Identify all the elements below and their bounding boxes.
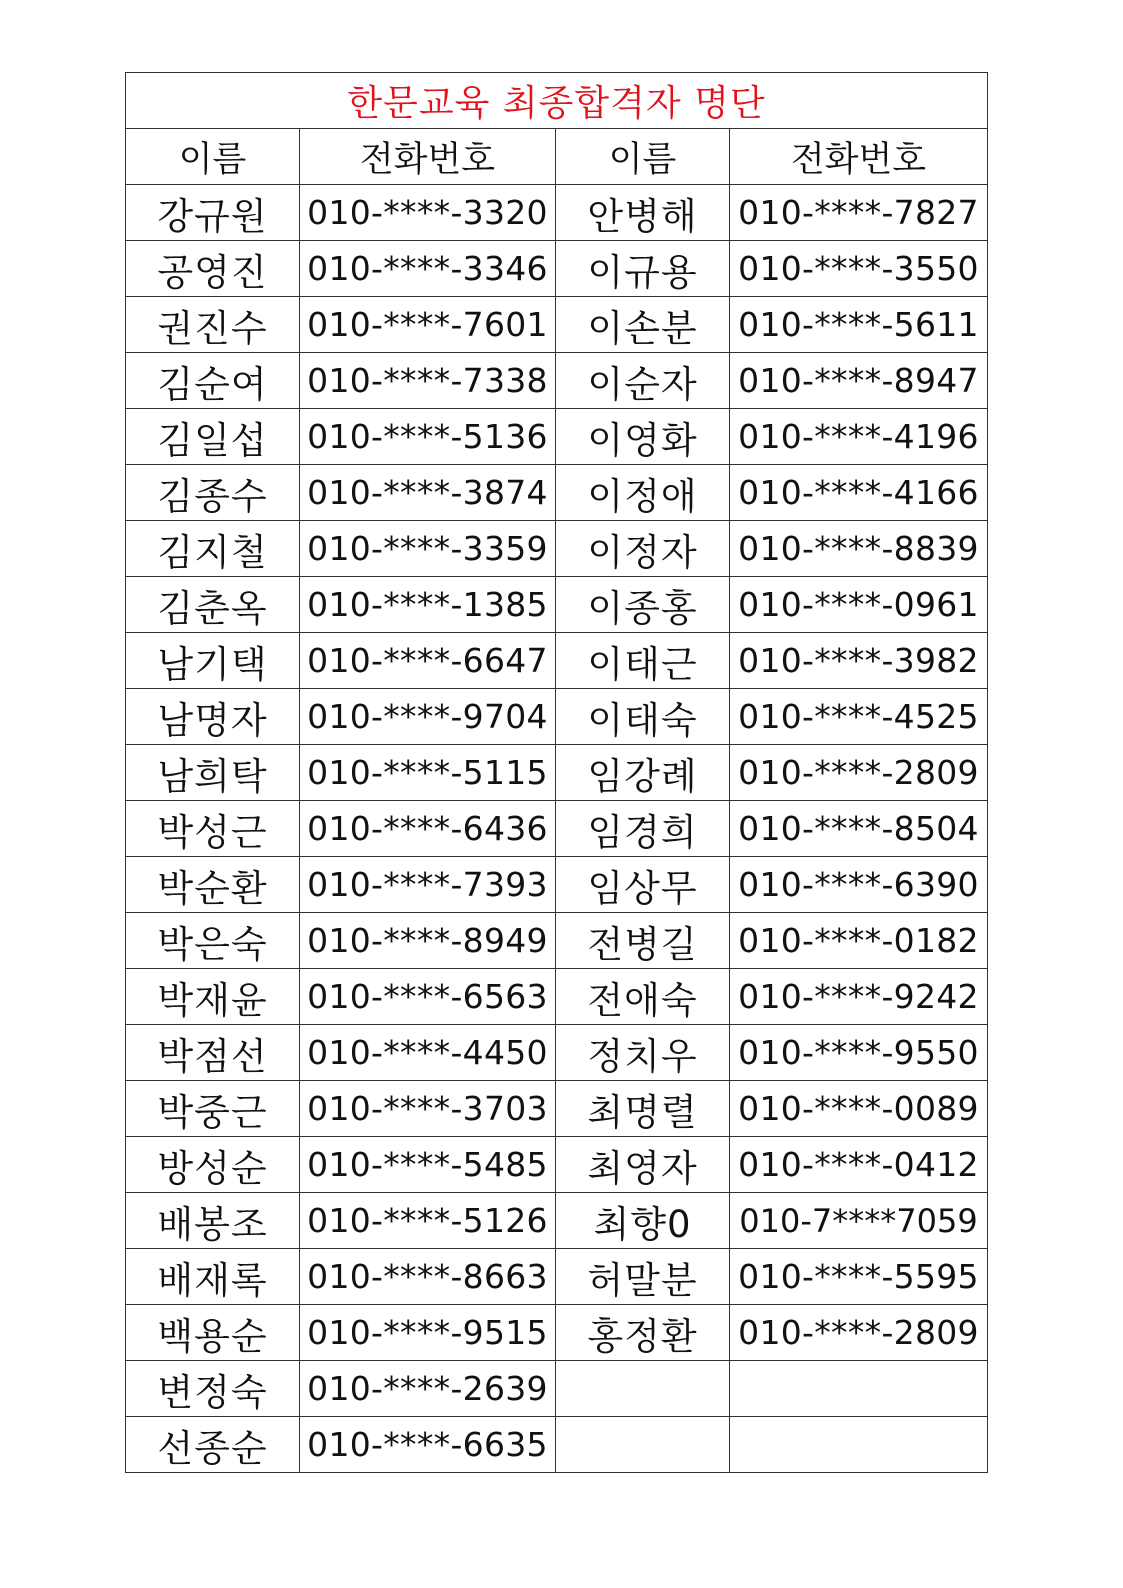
- right-name-cell: 임경희: [556, 801, 730, 857]
- left-name-cell: 남희탁: [126, 745, 300, 801]
- left-phone-cell: 010-****-3703: [300, 1081, 556, 1137]
- table-row: [126, 353, 988, 409]
- right-phone-cell: 010-****-3982: [730, 633, 988, 689]
- right-phone-cell: 010-****-9242: [730, 969, 988, 1025]
- left-name-cell: 권진수: [126, 297, 300, 353]
- table-row: [126, 577, 988, 633]
- right-name-cell: 안병해: [556, 185, 730, 241]
- right-name-cell: 최명렬: [556, 1081, 730, 1137]
- left-phone-cell: 010-****-8663: [300, 1249, 556, 1305]
- right-phone-cell: 010-****-4196: [730, 409, 988, 465]
- right-phone-cell: 010-****-2809: [730, 745, 988, 801]
- right-phone-cell: 010-****-2809: [730, 1305, 988, 1361]
- left-name-cell: 박순환: [126, 857, 300, 913]
- left-name-cell: 박성근: [126, 801, 300, 857]
- table-row: [126, 801, 988, 857]
- table-row: [126, 1025, 988, 1081]
- title-row: [126, 73, 988, 129]
- right-phone-cell: 010-****-0961: [730, 577, 988, 633]
- table-row: [126, 297, 988, 353]
- left-name-cell: 박중근: [126, 1081, 300, 1137]
- right-phone-cell: 010-****-0412: [730, 1137, 988, 1193]
- right-name-cell: 홍정환: [556, 1305, 730, 1361]
- right-name-cell: 최영자: [556, 1137, 730, 1193]
- right-name-cell: 이손분: [556, 297, 730, 353]
- left-name-cell: 남기택: [126, 633, 300, 689]
- table-row: [126, 465, 988, 521]
- left-phone-cell: 010-****-3874: [300, 465, 556, 521]
- right-name-cell: 허말분: [556, 1249, 730, 1305]
- roster-body: [126, 185, 988, 1473]
- left-name-cell: 박재윤: [126, 969, 300, 1025]
- right-phone-cell: 010-****-5611: [730, 297, 988, 353]
- left-phone-cell: 010-****-5136: [300, 409, 556, 465]
- table-row: [126, 857, 988, 913]
- right-name-cell: 임강례: [556, 745, 730, 801]
- left-phone-cell: 010-****-5115: [300, 745, 556, 801]
- table-row: [126, 409, 988, 465]
- right-name-cell: 이정자: [556, 521, 730, 577]
- right-phone-cell: [730, 1361, 988, 1417]
- left-name-cell: 강규원: [126, 185, 300, 241]
- left-phone-cell: 010-****-7601: [300, 297, 556, 353]
- table-row: [126, 1081, 988, 1137]
- right-name-cell: [556, 1417, 730, 1473]
- column-header-name-left: 이름: [126, 129, 300, 185]
- left-name-cell: 김일섭: [126, 409, 300, 465]
- table-row: [126, 1305, 988, 1361]
- left-phone-cell: 010-****-3346: [300, 241, 556, 297]
- right-name-cell: 이규용: [556, 241, 730, 297]
- right-phone-cell: 010-****-5595: [730, 1249, 988, 1305]
- right-phone-cell: 010-****-4166: [730, 465, 988, 521]
- right-phone-cell: 010-****-0089: [730, 1081, 988, 1137]
- left-name-cell: 선종순: [126, 1417, 300, 1473]
- left-phone-cell: 010-****-7393: [300, 857, 556, 913]
- left-phone-cell: 010-****-6647: [300, 633, 556, 689]
- table-row: [126, 745, 988, 801]
- table-row: [126, 1249, 988, 1305]
- left-name-cell: 박은숙: [126, 913, 300, 969]
- right-name-cell: [556, 1361, 730, 1417]
- table-row: [126, 1417, 988, 1473]
- left-phone-cell: 010-****-9704: [300, 689, 556, 745]
- table-row: [126, 969, 988, 1025]
- right-name-cell: 전병길: [556, 913, 730, 969]
- table-row: [126, 1193, 988, 1249]
- table-row: [126, 633, 988, 689]
- right-name-cell: 이태숙: [556, 689, 730, 745]
- table-row: [126, 241, 988, 297]
- right-phone-cell: 010-7****7059: [730, 1193, 988, 1249]
- column-header-phone-right: 전화번호: [730, 129, 988, 185]
- left-phone-cell: 010-****-8949: [300, 913, 556, 969]
- right-name-cell: 이순자: [556, 353, 730, 409]
- right-phone-cell: 010-****-6390: [730, 857, 988, 913]
- left-phone-cell: 010-****-1385: [300, 577, 556, 633]
- right-name-cell: 임상무: [556, 857, 730, 913]
- table-row: [126, 1137, 988, 1193]
- left-name-cell: 김종수: [126, 465, 300, 521]
- right-phone-cell: 010-****-9550: [730, 1025, 988, 1081]
- left-name-cell: 백용순: [126, 1305, 300, 1361]
- left-phone-cell: 010-****-5485: [300, 1137, 556, 1193]
- left-name-cell: 남명자: [126, 689, 300, 745]
- column-header-name-right: 이름: [556, 129, 730, 185]
- right-name-cell: 이정애: [556, 465, 730, 521]
- left-phone-cell: 010-****-2639: [300, 1361, 556, 1417]
- left-name-cell: 배재록: [126, 1249, 300, 1305]
- right-name-cell: 전애숙: [556, 969, 730, 1025]
- right-name-cell: 이종홍: [556, 577, 730, 633]
- right-phone-cell: 010-****-8504: [730, 801, 988, 857]
- left-phone-cell: 010-****-6436: [300, 801, 556, 857]
- right-phone-cell: 010-****-0182: [730, 913, 988, 969]
- roster-table: [125, 72, 988, 1473]
- right-phone-cell: 010-****-4525: [730, 689, 988, 745]
- left-name-cell: 배봉조: [126, 1193, 300, 1249]
- table-row: [126, 689, 988, 745]
- left-phone-cell: 010-****-7338: [300, 353, 556, 409]
- left-phone-cell: 010-****-6563: [300, 969, 556, 1025]
- column-header-phone-left: 전화번호: [300, 129, 556, 185]
- left-name-cell: 김춘옥: [126, 577, 300, 633]
- right-name-cell: 정치우: [556, 1025, 730, 1081]
- left-name-cell: 공영진: [126, 241, 300, 297]
- left-name-cell: 김지철: [126, 521, 300, 577]
- table-row: [126, 913, 988, 969]
- table-row: [126, 185, 988, 241]
- left-phone-cell: 010-****-3320: [300, 185, 556, 241]
- right-name-cell: 이영화: [556, 409, 730, 465]
- left-name-cell: 방성순: [126, 1137, 300, 1193]
- left-phone-cell: 010-****-3359: [300, 521, 556, 577]
- header-row: [126, 129, 988, 185]
- left-name-cell: 변정숙: [126, 1361, 300, 1417]
- left-phone-cell: 010-****-5126: [300, 1193, 556, 1249]
- right-phone-cell: 010-****-8947: [730, 353, 988, 409]
- table-row: [126, 1361, 988, 1417]
- right-phone-cell: 010-****-7827: [730, 185, 988, 241]
- page-title: 한문교육 최종합격자 명단: [126, 73, 988, 129]
- right-phone-cell: 010-****-3550: [730, 241, 988, 297]
- right-phone-cell: [730, 1417, 988, 1473]
- left-phone-cell: 010-****-6635: [300, 1417, 556, 1473]
- left-phone-cell: 010-****-4450: [300, 1025, 556, 1081]
- left-phone-cell: 010-****-9515: [300, 1305, 556, 1361]
- table-row: [126, 521, 988, 577]
- left-name-cell: 박점선: [126, 1025, 300, 1081]
- right-name-cell: 이태근: [556, 633, 730, 689]
- right-phone-cell: 010-****-8839: [730, 521, 988, 577]
- right-name-cell: 최향0: [556, 1193, 730, 1249]
- left-name-cell: 김순여: [126, 353, 300, 409]
